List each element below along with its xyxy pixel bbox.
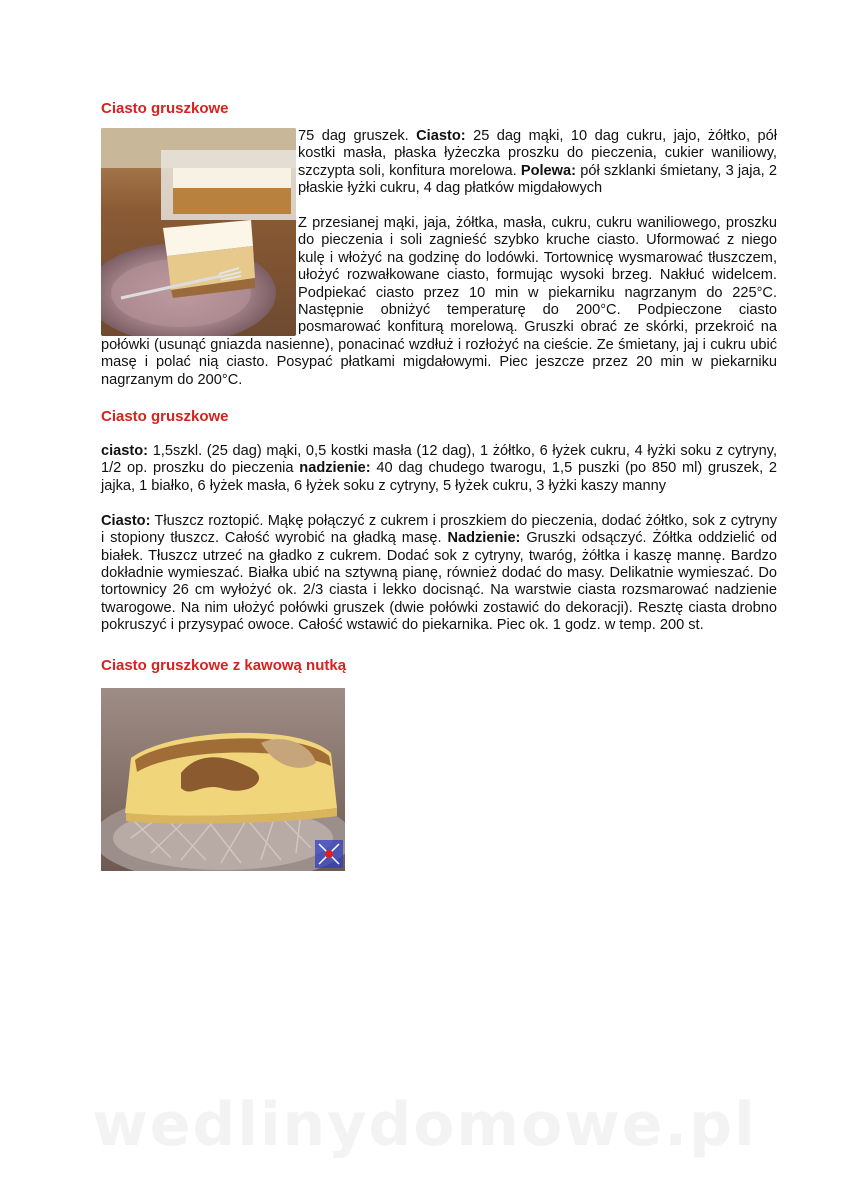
recipe-2-ingredients: ciasto: 1,5szkl. (25 dag) mąki, 0,5 kostki masła (12 dag), 1 żółtko, 6 łyżek cukru, 4 łyżki soku z cytryny, 1/2 op. proszku do pieczenia nadzienie: 40 dag chudego twarogu, 1,5 puszki (po 850 ml) gruszek, 2 jajka, 1 białko, 6 łyżek masła, 6 łyżek soku z cytryny, 5 łyżek cukru, 3 łyżki kaszy manny xyxy=(101,443,778,494)
ciasto-label: Ciasto: xyxy=(101,512,151,529)
document-page xyxy=(101,100,777,871)
recipe-2-title: Ciasto gruszkowe xyxy=(101,408,229,426)
coffee-pear-cake-photo xyxy=(101,688,345,871)
watermark: wedlinydomowe.pl xyxy=(92,1090,757,1160)
nadzienie-label: Nadzienie: xyxy=(447,530,521,547)
ciasto-label: Ciasto: xyxy=(416,128,466,144)
polewa-label: Polewa: xyxy=(520,162,576,179)
nadzienie-label: nadzienie: xyxy=(299,460,371,477)
recipe-1-title: Ciasto gruszkowe xyxy=(101,100,229,117)
pear-cake-photo xyxy=(101,128,296,336)
recipe-1-method: Z przesianej mąki, jaja, żółtka, masła, cukru, cukru waniliowego, proszku do pieczenia i soli zagnieść szybko kruche ciasto. Uformować z niego kulę i włożyć na godzinę do lodówki. Tortownicę wysmarować tłuszczem, ułożyć rozwałkowane ciasto, formując wysoki brzeg. Nakłuć widelcem. Podpiekać ciasto przez 10 min w piekarniku nagrzanym do 225°C. Następnie obniżyć temperaturę do 200°C. Podpieczone ciasto posmarować konfiturą morelową. Gruszki obrać ze skórki, przekroić na połówki (usunąć gniazda nasienne), ponacinać wzdłuż i rozłożyć na cieście. Ze śmietany, jaj i cukru ubić masę i polać nią ciasto. Posypać płatkami migdałowymi. Piec jeszcze przez 20 min w piekarniku nagrzanym do 200°C. xyxy=(101,215,777,388)
recipe-1-ingredients: 75 dag gruszek. Ciasto: 25 dag mąki, 10 dag cukru, jajo, żółtko, pół kostki masła, płaska łyżeczka proszku do pieczenia, cukier waniliowy, szczypta soli, konfitura morelowa. Polewa: pół szklanki śmietany, 3 jaja, 2 płaskie łyżki cukru, 4 dag płatków migdałowych xyxy=(298,128,777,197)
recipe-3-title: Ciasto gruszkowe z kawową nutką xyxy=(101,656,347,674)
ciasto-label: ciasto: xyxy=(101,443,149,460)
recipe-2-method: Ciasto: Tłuszcz roztopić. Mąkę połączyć z cukrem i proszkiem do pieczenia, dodać żółtko, sok z cytryny i stopiony tłuszcz. Całość wyrobić na gładką masę. Nadzienie: Gruszki odsączyć. Żółtka oddzielić od białek. Tłuszcz utrzeć na gładko z cukrem. Dodać sok z cytryny, twaróg, żółtka i kaszę mannę. Bardzo dokładnie wymieszać. Białka ubić na sztywną pianę, również dodać do masy. Delikatnie wymieszać. Do tortownicy 26 cm wyłożyć ok. 2/3 ciasta i lekko docisnąć. Na warstwie ciasta rozsmarować nadzienie twarogowe. Na nim ułożyć połówki gruszek (dwie połówki zostawić do dekoracji). Resztę ciasta drobno pokruszyć i przysypać owoce. Całość wstawić do piekarnika. Piec ok. 1 godz. w temp. 200 st. xyxy=(101,512,777,634)
